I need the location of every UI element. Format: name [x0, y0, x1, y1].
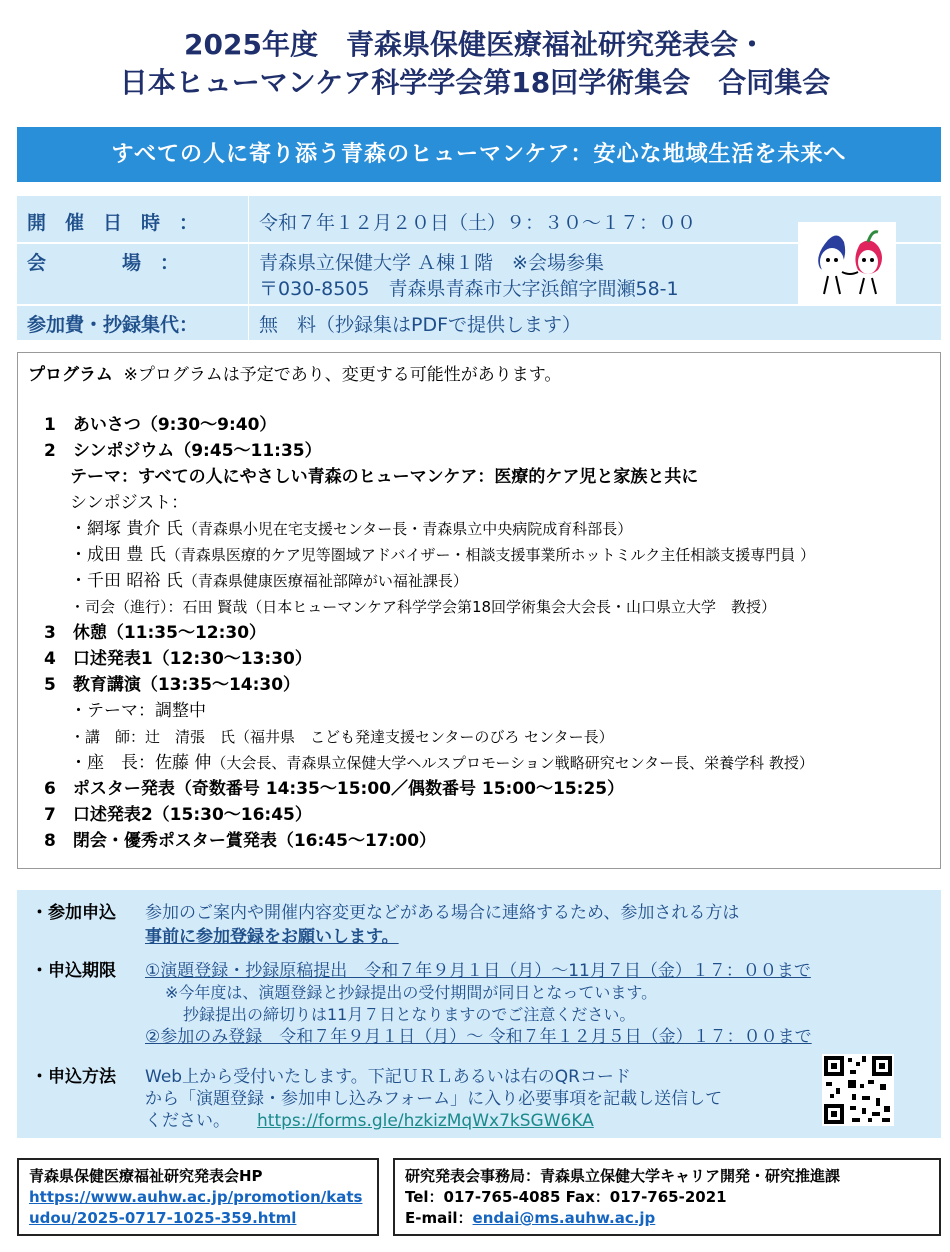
deadline-heading: ・申込期限 — [31, 961, 116, 981]
method-heading: ・申込方法 — [31, 1067, 116, 1087]
chair-name: ・座 長：佐藤 伸 — [70, 753, 212, 773]
venue-value-2: 〒030-8505 青森県青森市大字浜館字間瀬58-1 — [259, 278, 679, 300]
lecture-theme: ・テーマ：調整中 — [70, 701, 206, 721]
office-phone: Tel：017-765-4085 Fax：017-765-2021 — [405, 1188, 727, 1206]
deadline-abstract: ①演題登録・抄録原稿提出 令和７年９月１日（月）〜11月７日（金）１７：００まで — [145, 961, 811, 981]
speaker-name: ・千田 昭裕 氏 — [70, 571, 183, 591]
date-label: 開 催 日 時 ： — [27, 212, 199, 234]
program-item: 6 ポスター発表（奇数番号 14:35〜15:00／偶数番号 15:00〜15:25） — [44, 779, 625, 799]
speaker-affiliation: （青森県医療的ケア児等圏域アドバイザー・相談支援事業所ホットミルク主任相談支援専門員 ） — [165, 546, 815, 564]
apply-heading: ・参加申込 — [31, 903, 116, 923]
fee-label: 参加費・抄録集代： — [27, 314, 199, 336]
program-item: 4 口述発表1（12:30〜13:30） — [44, 649, 312, 669]
speaker-affiliation: （青森県健康医療福祉部障がい福祉課長） — [182, 572, 468, 590]
symposium-theme: テーマ：すべての人にやさしい青森のヒューマンケア：医療的ケア児と家族と共に — [70, 467, 699, 487]
info-divider — [248, 196, 249, 340]
office-title: 研究発表会事務局：青森県立保健大学キャリア開発・研究推進課 — [405, 1167, 841, 1185]
application-box — [17, 890, 941, 1138]
program-item: 2 シンポジウム（9:45〜11:35） — [44, 441, 322, 461]
program-item: 8 閉会・優秀ポスター賞発表（16:45〜17:00） — [44, 831, 437, 851]
email-label: E-mail： — [405, 1209, 473, 1227]
mascot-illustration — [798, 222, 896, 304]
program-item: 1 あいさつ（9:30〜9:40） — [44, 415, 277, 435]
apply-text: 参加のご案内や開催内容変更などがある場合に連絡するため、参加される方は — [145, 903, 740, 923]
venue-label: 会 場 ： — [27, 252, 180, 274]
program-heading: プログラム — [28, 365, 113, 385]
chair-affiliation: （大会長、青森県立保健大学ヘルスプロモーション戦略研究センター長、栄養学科 教授） — [211, 754, 814, 772]
program-item: 3 休憩（11:35〜12:30） — [44, 623, 267, 643]
moderator: ・司会（進行）：石田 賢哉（日本ヒューマンケア科学学会第18回学術集会大会長・山口県立大学 教授） — [70, 598, 777, 616]
speaker-name: ・成田 豊 氏 — [70, 545, 166, 565]
method-text: から「演題登録・参加申し込みフォーム」に入り必要事項を記載し送信して — [145, 1089, 723, 1109]
apply-text-emphasis: 事前に参加登録をお願いします。 — [145, 927, 399, 947]
lecturer: ・講 師：辻 清張 氏（福井県 こども発達支援センターのびろ センター長） — [70, 728, 614, 746]
deadline-note: 抄録提出の締切りは11月７日となりますのでご注意ください。 — [183, 1005, 636, 1024]
email-link[interactable]: endai@ms.auhw.ac.jp — [472, 1209, 656, 1227]
program-note: ※プログラムは予定であり、変更する可能性があります。 — [123, 365, 562, 385]
deadline-participation: ②参加のみ登録 令和７年９月１日（月）〜 令和７年１２月５日（金）１７：００まで — [145, 1027, 812, 1047]
method-text: Web上から受付いたします。下記ＵＲＬあるいは右のQRコード — [145, 1067, 631, 1087]
program-item: 5 教育講演（13:35〜14:30） — [44, 675, 301, 695]
form-link[interactable]: https://forms.gle/hzkizMqWx7kSGW6KA — [257, 1111, 594, 1131]
title-line-1: 2025年度 青森県保健医療福祉研究発表会・ — [184, 28, 766, 61]
date-value: 令和７年１２月２０日（土）９：３０〜１７：００ — [259, 212, 697, 234]
hp-url-line-1[interactable]: https://www.auhw.ac.jp/promotion/kats — [29, 1188, 363, 1206]
method-text: ください。 — [145, 1111, 230, 1131]
hp-url-line-2[interactable]: udou/2025-0717-1025-359.html — [29, 1209, 297, 1227]
deadline-note: ※今年度は、演題登録と抄録提出の受付期間が同日となっています。 — [165, 983, 658, 1002]
hp-title: 青森県保健医療福祉研究発表会HP — [29, 1167, 263, 1185]
document-title — [0, 26, 950, 102]
hp-info-box — [17, 1158, 379, 1236]
theme-banner: すべての人に寄り添う青森のヒューマンケア：安心な地域生活を未来へ — [17, 127, 941, 182]
speaker-name: ・網塚 貴介 氏 — [70, 519, 183, 539]
venue-value-1: 青森県立保健大学 Ａ棟１階 ※会場参集 — [259, 252, 604, 274]
title-line-2: 日本ヒューマンケア科学学会第18回学術集会 合同集会 — [119, 66, 831, 99]
fee-value: 無 料（抄録集はPDFで提供します） — [259, 314, 582, 336]
office-contact-box — [393, 1158, 941, 1236]
program-item: 7 口述発表2（15:30〜16:45） — [44, 805, 312, 825]
speaker-affiliation: （青森県小児在宅支援センター長・青森県立中央病院成育科部長） — [182, 520, 633, 538]
symposist-label: シンポジスト： — [70, 493, 189, 513]
qr-code-icon — [822, 1054, 894, 1126]
program-box — [17, 352, 941, 869]
info-row-divider — [17, 304, 941, 306]
